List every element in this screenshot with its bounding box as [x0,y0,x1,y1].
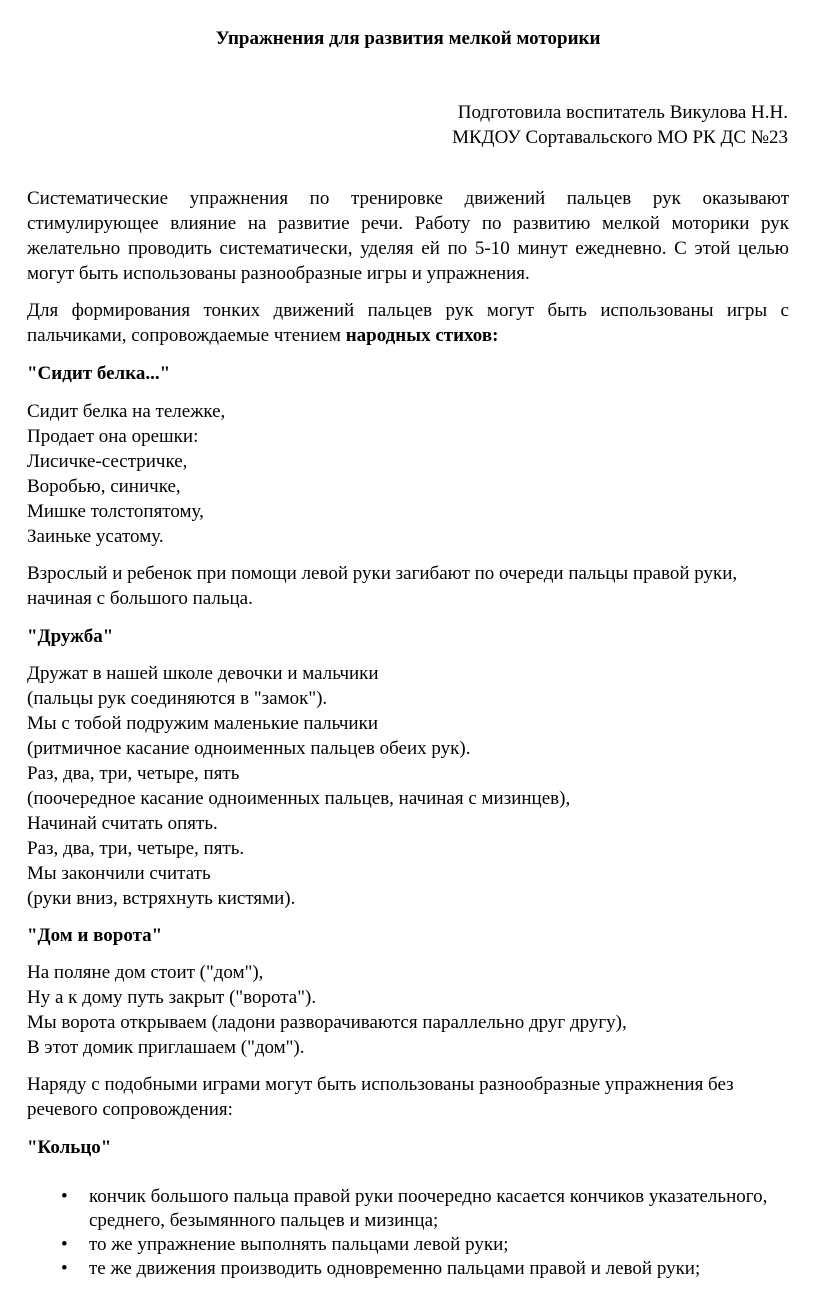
document-body [27,186,789,1281]
exercise-list [27,1185,789,1281]
poem-belka [27,399,789,549]
author-organization: МКДОУ Сортавальского МО РК ДС №23 [452,127,788,148]
bullet-icon: • [61,1234,68,1255]
exercise-heading-koltso: "Кольцо" [27,1137,112,1158]
poem-line: Воробью, синичке, [27,476,181,497]
list-item-text: кончик большого пальца правой руки поочередно касается кончиков указательного, среднего, безымянного пальцев и мизинца; [89,1186,768,1231]
poem-line: Дружат в нашей школе девочки и мальчики [27,663,379,684]
author-block [452,100,788,150]
document-title: Упражнения для развития мелкой моторики [215,28,601,49]
instruction-belka: Взрослый и ребенок при помощи левой руки загибают по очереди пальцы правой руки, начиная с большого пальца. [27,563,738,609]
poem-line: Мишке толстопятому, [27,501,204,522]
intro-paragraph-2 [27,298,789,348]
poem-line: (руки вниз, встряхнуть кистями). [27,888,296,909]
poem-line: Раз, два, три, четыре, пять [27,763,240,784]
poem-line: Ну а к дому путь закрыт ("ворота"). [27,987,317,1008]
poem-line: Мы ворота открываем (ладони разворачиваются параллельно друг другу), [27,1012,627,1033]
bullet-icon: • [61,1258,68,1279]
poem-line: На поляне дом стоит ("дом"), [27,962,264,983]
list-item-text: то же упражнение выполнять пальцами левой руки; [89,1234,509,1255]
list-item [27,1185,789,1233]
list-item [27,1233,789,1257]
poem-line: (поочередное касание одноименных пальцев, начиная с мизинцев), [27,788,571,809]
game-heading-druzhba: "Дружба" [27,626,114,647]
poem-druzhba [27,661,789,911]
poem-dom [27,960,789,1060]
game-heading-dom: "Дом и ворота" [27,925,163,946]
poem-line: Продает она орешки: [27,426,199,447]
poem-line: Мы закончили считать [27,863,211,884]
poem-line: В этот домик приглашаем ("дом"). [27,1037,305,1058]
intro-paragraph: Систематические упражнения по тренировке движений пальцев рук оказывают стимулирующее влияние на развитие речи. Работу по развитию мелкой моторики рук желательно проводить систематически, уделяя ей по 5-10 минут ежедневно. С этой целью могут быть использованы разнообразные игры и упражнения. [27,188,789,284]
list-item [27,1257,789,1281]
author-line: Подготовила воспитатель Викулова Н.Н. [457,102,788,123]
poem-line: (пальцы рук соединяются в "замок"). [27,688,328,709]
poem-line: (ритмичное касание одноименных пальцев обеих рук). [27,738,471,759]
bullet-icon: • [61,1186,68,1207]
intro-paragraph-2-text: Для формирования тонких движений пальцев рук могут быть использованы игры с пальчиками, сопровождаемые чтением [27,300,789,346]
poem-line: Сидит белка на тележке, [27,401,226,422]
poem-line: Начинай считать опять. [27,813,218,834]
game-heading-belka: "Сидит белка..." [27,363,171,384]
poem-line: Заиньке усатому. [27,526,164,547]
poem-line: Мы с тобой подружим маленькие пальчики [27,713,378,734]
poem-line: Лисичке-сестричке, [27,451,188,472]
poem-line: Раз, два, три, четыре, пять. [27,838,245,859]
list-item-text: те же движения производить одновременно пальцами правой и левой руки; [89,1258,701,1279]
transition-paragraph: Наряду с подобными играми могут быть использованы разнообразные упражнения без речевого сопровождения: [27,1074,734,1120]
intro-paragraph-2-bold: народных стихов: [345,325,499,346]
